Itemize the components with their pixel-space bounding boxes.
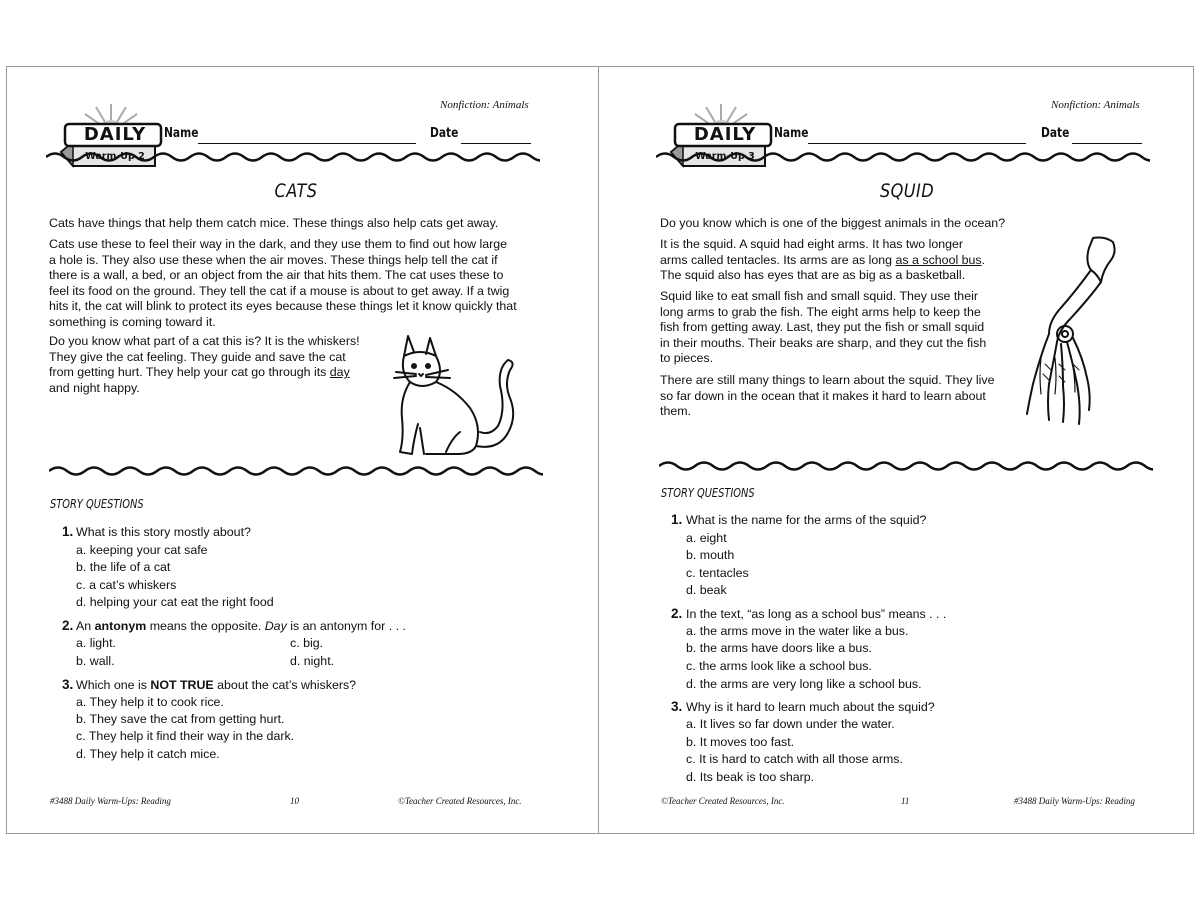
option[interactable]: d. night. bbox=[290, 654, 335, 668]
logo-brand-text: DAILY bbox=[83, 124, 147, 145]
option[interactable]: a. eight bbox=[686, 531, 727, 545]
underlined-word: day bbox=[329, 365, 350, 379]
question-text: is an antonym for . . . bbox=[286, 619, 406, 633]
question-3-text bbox=[76, 677, 356, 695]
question-1-text: What is this story mostly about? bbox=[76, 525, 251, 539]
story-questions-heading: STORY QUESTIONS bbox=[661, 486, 755, 500]
paragraph-3 bbox=[49, 334, 389, 396]
top-wavy-divider bbox=[656, 150, 1150, 164]
option[interactable]: a. light. bbox=[76, 636, 116, 650]
option[interactable]: b. mouth bbox=[686, 548, 735, 562]
option[interactable]: c. tentacles bbox=[686, 566, 749, 580]
story-title: SQUID bbox=[879, 180, 935, 202]
option[interactable]: d. the arms are very long like a school bus. bbox=[686, 677, 922, 691]
paragraph-line: The squid also has eyes that are as big as a basketball. bbox=[660, 268, 966, 282]
right-page bbox=[599, 66, 1194, 834]
question-number: 3. bbox=[62, 677, 74, 692]
paragraph-text: from getting hurt. They help your cat go through its bbox=[49, 365, 330, 379]
paragraph-line: There are still many things to learn about the squid. They live bbox=[660, 373, 995, 387]
footer-left: #3488 Daily Warm-Ups: Reading bbox=[50, 796, 171, 806]
logo-subtitle: Warm-Up 2 bbox=[85, 151, 145, 162]
option[interactable]: d. They help it catch mice. bbox=[76, 747, 220, 761]
paragraph-line: arms called tentacles. Its arms are as long as a school bus. bbox=[660, 252, 986, 267]
page-number: 10 bbox=[290, 796, 299, 806]
question-text: An bbox=[76, 619, 95, 633]
option[interactable]: a. the arms move in the water like a bus. bbox=[686, 624, 909, 638]
paragraph-text: arms called tentacles. Its arms are as long bbox=[660, 252, 896, 267]
option[interactable]: b. They save the cat from getting hurt. bbox=[76, 712, 285, 726]
paragraph-1 bbox=[660, 216, 1100, 232]
name-label: Name bbox=[774, 126, 809, 141]
paragraph-line: Squid like to eat small fish and small squid. They use their bbox=[660, 289, 978, 303]
paragraph-line: Do you know which is one of the biggest animals in the ocean? bbox=[660, 216, 1006, 230]
question-1-text: What is the name for the arms of the squid? bbox=[686, 513, 927, 527]
paragraph-2 bbox=[660, 237, 1020, 284]
category-label: Nonfiction: Animals bbox=[1051, 99, 1140, 111]
option[interactable]: b. the arms have doors like a bus. bbox=[686, 641, 872, 655]
question-number: 1. bbox=[671, 512, 683, 527]
logo-brand-text: DAILY bbox=[693, 124, 757, 145]
paragraph-line: It is the squid. A squid had eight arms. It has two longer bbox=[660, 237, 964, 251]
question-number: 2. bbox=[62, 618, 74, 633]
option[interactable]: d. Its beak is too sharp. bbox=[686, 770, 815, 784]
paragraph-line: to pieces. bbox=[660, 351, 714, 365]
middle-wavy-divider bbox=[49, 464, 543, 478]
paragraph-line: feel its food on the ground. They tell the cat if a mouse is about to get away. If a twig bbox=[49, 283, 510, 298]
middle-wavy-divider bbox=[659, 459, 1153, 473]
logo-subtitle: Warm-Up 3 bbox=[695, 151, 755, 162]
story-title: CATS bbox=[274, 180, 318, 202]
option[interactable]: c. big. bbox=[290, 636, 324, 650]
question-text: Which one is bbox=[76, 678, 151, 692]
story-questions-heading: STORY QUESTIONS bbox=[50, 497, 144, 511]
paragraph-line: them. bbox=[660, 404, 691, 418]
question-number: 1. bbox=[62, 524, 74, 539]
option[interactable]: c. They help it find their way in the dark. bbox=[76, 729, 295, 743]
option[interactable]: a. They help it to cook rice. bbox=[76, 695, 224, 709]
paragraph-1 bbox=[49, 216, 549, 232]
question-bold-term: NOT TRUE bbox=[150, 678, 214, 692]
paragraph-line: a hole is. They also use these when the air moves. These things help tell the cat if bbox=[49, 252, 498, 267]
date-field-line[interactable] bbox=[1072, 143, 1142, 144]
question-text: means the opposite. bbox=[146, 619, 265, 633]
paragraph-line bbox=[49, 365, 389, 381]
question-text: about the cat’s whiskers? bbox=[213, 678, 357, 692]
paragraph-line: hits it, the cat will blink to protect its eyes because these things let it know quickly that bbox=[49, 299, 517, 313]
paragraph-4 bbox=[660, 373, 1020, 420]
date-label: Date bbox=[1041, 126, 1070, 141]
paragraph-line: Cats use these to feel their way in the dark, and they use them to find out how large bbox=[49, 237, 508, 251]
question-number: 3. bbox=[671, 699, 683, 714]
option[interactable]: b. wall. bbox=[76, 654, 115, 668]
paragraph-line: and night happy. bbox=[49, 380, 140, 395]
option[interactable]: a. It lives so far down under the water. bbox=[686, 717, 895, 731]
paragraph-line: there is a wall, a bed, or an object from the air that hits them. The cat uses these to bbox=[49, 268, 504, 282]
paragraph-line: so far down in the ocean that it makes it hard to learn about bbox=[660, 388, 986, 403]
question-2-text bbox=[76, 618, 406, 636]
paragraph-2 bbox=[49, 237, 549, 330]
footer-right: ©Teacher Created Resources, Inc. bbox=[398, 796, 522, 806]
cat-illustration bbox=[386, 328, 536, 463]
footer-right: #3488 Daily Warm-Ups: Reading bbox=[1014, 796, 1135, 806]
question-number: 2. bbox=[671, 606, 683, 621]
option[interactable]: d. helping your cat eat the right food bbox=[76, 595, 274, 609]
footer-left: ©Teacher Created Resources, Inc. bbox=[661, 796, 785, 806]
paragraph-3 bbox=[660, 289, 1020, 367]
underlined-phrase: as a school bus bbox=[895, 252, 982, 267]
top-wavy-divider bbox=[46, 150, 540, 164]
option[interactable]: d. beak bbox=[686, 583, 727, 597]
name-field-line[interactable] bbox=[808, 143, 1026, 144]
date-label: Date bbox=[430, 126, 459, 141]
question-2-text: In the text, “as long as a school bus” means . . . bbox=[686, 607, 947, 621]
option[interactable]: b. It moves too fast. bbox=[686, 735, 795, 749]
name-label: Name bbox=[164, 126, 199, 141]
question-italic-term: Day bbox=[264, 619, 287, 633]
name-field-line[interactable] bbox=[198, 143, 416, 144]
paragraph-line: long arms to grab the fish. The eight arms help to keep the bbox=[660, 304, 981, 319]
option[interactable]: c. a cat’s whiskers bbox=[76, 578, 177, 592]
paragraph-line: Cats have things that help them catch mice. These things also help cats get away. bbox=[49, 216, 499, 230]
left-page bbox=[6, 66, 598, 834]
paragraph-line: Do you know what part of a cat this is? It is the whiskers! bbox=[49, 334, 360, 348]
paragraph-line: in their mouths. Their beaks are sharp, and they cut the fish bbox=[660, 335, 987, 350]
question-3-text: Why is it hard to learn much about the squid? bbox=[686, 700, 935, 714]
option[interactable]: c. It is hard to catch with all those arms. bbox=[686, 752, 903, 766]
paragraph-line: They give the cat feeling. They guide and save the cat bbox=[49, 349, 346, 364]
squid-illustration bbox=[1019, 234, 1139, 429]
page-number: 11 bbox=[901, 796, 910, 806]
paragraph-line: fish from getting away. Last, they put the fish or small squid bbox=[660, 320, 985, 334]
option[interactable]: c. the arms look like a school bus. bbox=[686, 659, 872, 673]
category-label: Nonfiction: Animals bbox=[440, 99, 529, 111]
date-field-line[interactable] bbox=[461, 143, 531, 144]
option[interactable]: a. keeping your cat safe bbox=[76, 543, 208, 557]
question-bold-term: antonym bbox=[94, 619, 147, 633]
option[interactable]: b. the life of a cat bbox=[76, 560, 171, 574]
paragraph-line: something is coming toward it. bbox=[49, 314, 216, 329]
